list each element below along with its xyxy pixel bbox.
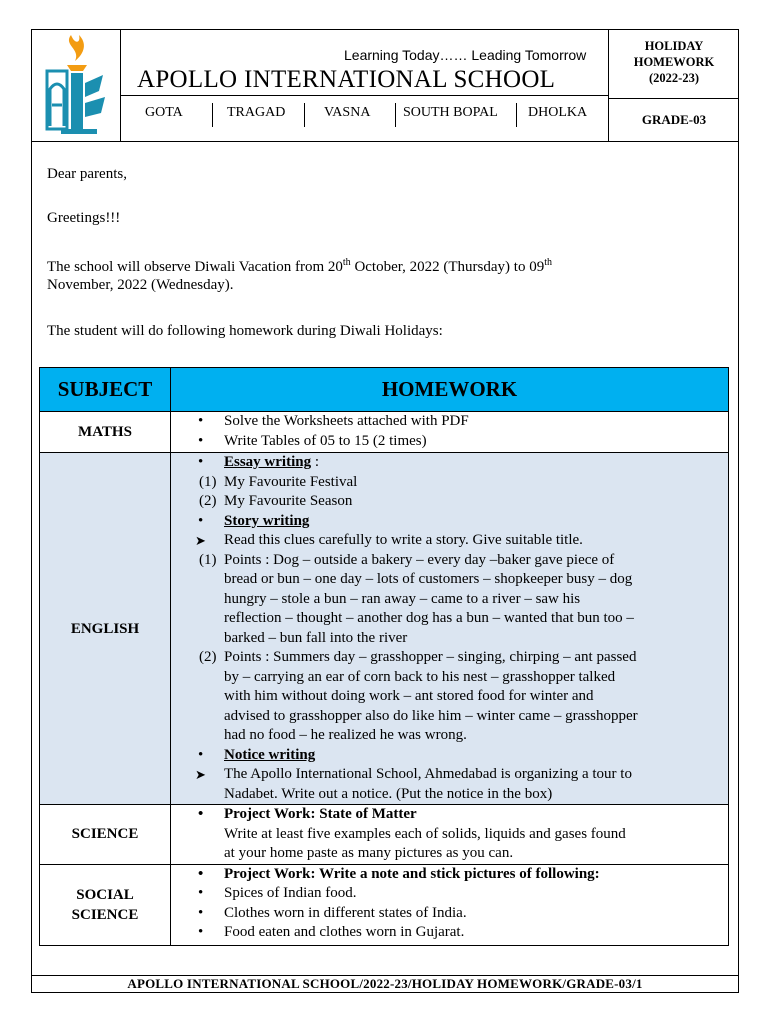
logo-cell xyxy=(31,29,121,141)
table-row-social-science xyxy=(40,864,729,945)
social-homework xyxy=(171,864,729,945)
salutation: Dear parents, xyxy=(47,166,127,182)
list-item: • Solve the Worksheets attached with PDF xyxy=(42,412,728,432)
ordinal-suffix: th xyxy=(342,257,351,268)
ordinal-suffix: th xyxy=(544,257,552,268)
subject-social-line2: SCIENCE xyxy=(71,906,139,923)
story-instruction: ➤ Read this clues carefully to write a story. Give suitable title. xyxy=(42,531,728,551)
notice-line: ➤ The Apollo International School, Ahmedabad is organizing a tour to xyxy=(42,765,728,785)
table-row-english xyxy=(40,453,729,805)
story-2-line: had no food – he realized he was wrong. xyxy=(224,727,467,743)
vacation-notice xyxy=(47,257,552,276)
vacation-text-2: October, 2022 (Thursday) to 09 xyxy=(350,259,545,275)
list-item: • Food eaten and clothes worn in Gujarat. xyxy=(42,923,728,943)
subject-maths: MATHS xyxy=(40,412,171,453)
branch-south-bopal: SOUTH BOPAL xyxy=(403,105,498,120)
homework-table xyxy=(39,367,729,946)
branch-gota: GOTA xyxy=(145,105,183,120)
header-divider xyxy=(120,95,608,96)
list-item: • Clothes worn in different states of India. xyxy=(42,904,728,924)
science-line: Write at least five examples each of solids, liquids and gases found xyxy=(224,825,626,842)
col-subject: SUBJECT xyxy=(40,368,171,412)
hw-line-3: (2022-23) xyxy=(649,71,699,85)
maths-homework xyxy=(171,412,729,453)
vacation-notice-line2: November, 2022 (Wednesday). xyxy=(47,277,234,293)
story-2-text: Points : Summers day – grasshopper – singing, chirping – ant passed xyxy=(224,649,637,665)
english-homework xyxy=(171,453,729,805)
list-item: • Write Tables of 05 to 15 (2 times) xyxy=(42,432,728,452)
branch-tragad: TRAGAD xyxy=(227,105,286,120)
letterhead xyxy=(31,29,739,142)
homework-instruction: The student will do following homework during Diwali Holidays: xyxy=(47,323,443,339)
branch-separator xyxy=(395,103,396,127)
story-1-line: barked – bun fall into the river xyxy=(224,629,408,646)
homework-info xyxy=(608,29,740,141)
hw-line-2: HOMEWORK xyxy=(633,55,715,69)
subject-social-line1: SOCIAL xyxy=(76,886,134,903)
list-item: • Spices of Indian food. xyxy=(42,884,728,904)
story-1-text: Points : Dog – outside a bakery – every day –baker gave piece of xyxy=(224,551,615,568)
table-row-maths xyxy=(40,412,729,453)
table-header-row xyxy=(40,368,729,412)
story-1-line: reflection – thought – another dog has a bun – wanted that bun too – xyxy=(224,610,634,626)
branch-separator xyxy=(212,103,213,127)
branch-dholka: DHOLKA xyxy=(528,105,588,120)
essay-title: Essay writing xyxy=(224,454,312,470)
notice-title: Notice writing xyxy=(224,746,316,763)
story-2-line: by – carrying an ear of corn back to his nest – grasshopper talked xyxy=(224,668,616,685)
essay-colon: : xyxy=(311,454,320,470)
science-line: at your home paste as many pictures as you can. xyxy=(224,845,514,861)
story-1-line: bread or bun – one day – lots of customers – shopkeeper busy – dog xyxy=(224,571,633,587)
story-title: Story writing xyxy=(224,512,310,529)
page-footer: APOLLO INTERNATIONAL SCHOOL/2022-23/HOLIDAY HOMEWORK/GRADE-03/1 xyxy=(127,976,643,991)
essay-topic-1: My Favourite Festival xyxy=(224,473,358,490)
story-heading xyxy=(42,512,728,532)
essay-topic-2: My Favourite Season xyxy=(224,493,353,509)
hw-line-1: HOLIDAY xyxy=(644,39,704,53)
greeting: Greetings!!! xyxy=(47,210,121,226)
list-item: (2) My Favourite Season xyxy=(199,493,353,509)
vacation-text-1: The school will observe Diwali Vacation from 20 xyxy=(47,259,343,275)
branch-vasna: VASNA xyxy=(324,105,371,120)
notice-heading xyxy=(42,746,728,766)
school-logo-icon xyxy=(41,31,111,136)
branch-separator xyxy=(516,103,517,127)
essay-heading xyxy=(42,453,728,473)
story-1-line: (1) Points : Dog – outside a bakery – every day –baker gave piece of xyxy=(199,551,615,568)
school-name: APOLLO INTERNATIONAL SCHOOL xyxy=(137,66,556,93)
holiday-homework-label xyxy=(609,29,739,99)
list-item: (1) My Favourite Festival xyxy=(199,473,358,490)
story-1-line: hungry – stole a bun – ran away – came to a river – saw his xyxy=(224,590,581,607)
social-project-title: • Project Work: Write a note and stick pictures of following: xyxy=(42,865,728,885)
subject-english: ENGLISH xyxy=(40,453,171,805)
col-homework: HOMEWORK xyxy=(171,368,729,412)
school-tagline: Learning Today…… Leading Tomorrow xyxy=(344,47,587,63)
science-project-title: • Project Work: State of Matter xyxy=(42,805,728,825)
story-2-line: advised to grasshopper also do like him – winter came – grasshopper xyxy=(224,707,638,724)
story-2-line: (2) Points : Summers day – grasshopper – singing, chirping – ant passed xyxy=(199,649,637,665)
branch-separator xyxy=(304,103,305,127)
notice-line: Nadabet. Write out a notice. (Put the notice in the box) xyxy=(224,785,553,802)
grade-label: GRADE-03 xyxy=(641,112,707,127)
story-2-line: with him without doing work – ant stored food for winter and xyxy=(224,688,594,704)
subject-science: SCIENCE xyxy=(40,805,171,865)
table-row-science xyxy=(40,805,729,865)
science-homework xyxy=(171,805,729,865)
